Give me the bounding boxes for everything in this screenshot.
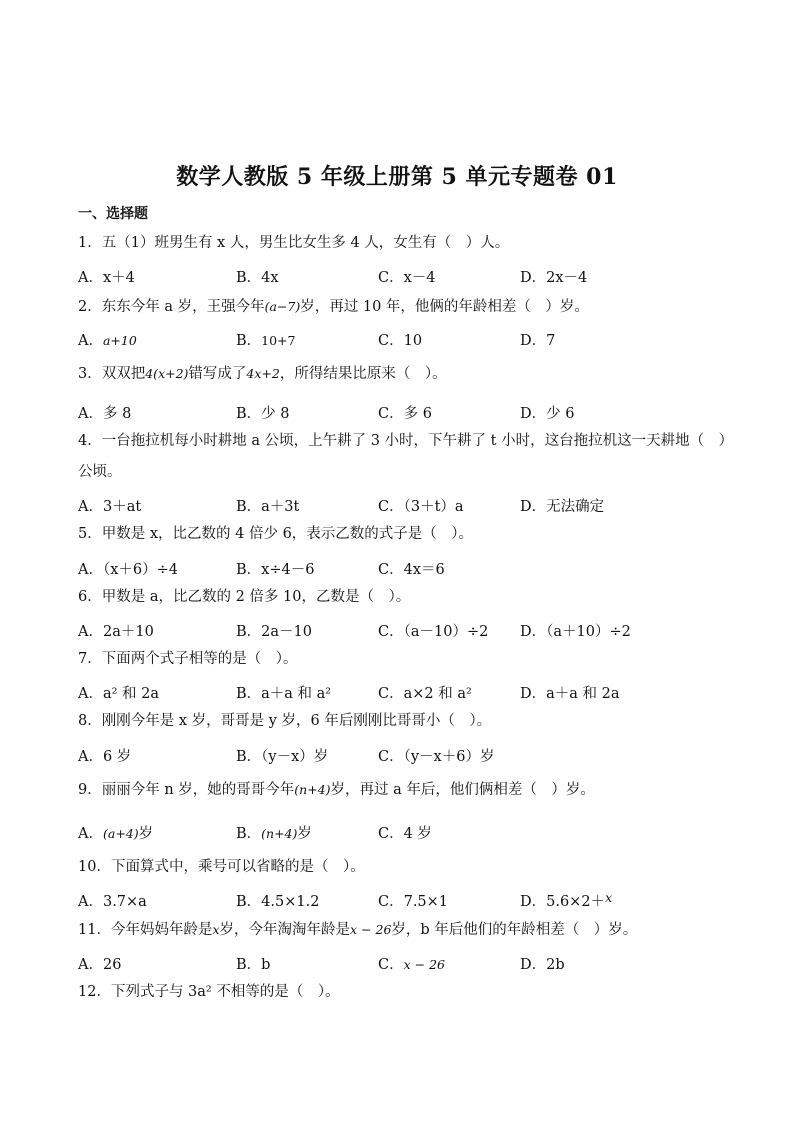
option-c[interactable]: C．多 6 — [378, 406, 432, 422]
math-expression: x — [212, 922, 220, 937]
option-b[interactable]: B．x÷4－6 — [236, 562, 315, 578]
page-title: 数学人教版 5 年级上册第 5 单元专题卷 01 — [176, 164, 618, 190]
option-d[interactable]: D．少 6 — [520, 406, 575, 422]
math-expression: 4(x+2) — [145, 366, 189, 381]
question-10: 10．下面算式中，乘号可以省略的是（ ）。 — [78, 859, 365, 875]
option-b[interactable]: B．a＋a 和 a² — [236, 686, 332, 702]
options-9 — [78, 822, 728, 844]
option-b[interactable]: B．（y－x）岁 — [236, 749, 329, 765]
options-10 — [78, 890, 728, 912]
options-5 — [78, 558, 728, 580]
math-expression: (a−7) — [264, 299, 301, 314]
section-heading: 一、选择题 — [78, 206, 148, 222]
option-c[interactable]: C．4x＝6 — [378, 562, 445, 578]
option-d[interactable]: D．2x－4 — [520, 270, 588, 286]
option-a[interactable]: A．多 8 — [78, 406, 132, 422]
option-c[interactable]: C．a×2 和 a² — [378, 686, 472, 702]
options-7 — [78, 682, 728, 704]
option-a[interactable]: A．(a+4)岁 — [78, 826, 154, 842]
option-a[interactable]: A．26 — [78, 957, 122, 973]
question-8: 8．刚刚今年是 x 岁，哥哥是 y 岁，6 年后刚刚比哥哥小（ ）。 — [78, 713, 492, 729]
options-4 — [78, 495, 728, 517]
options-3 — [78, 402, 728, 424]
options-11 — [78, 953, 728, 975]
option-d[interactable]: D．a＋a 和 2a — [520, 686, 620, 702]
option-c[interactable]: C．（3＋t）a — [378, 499, 464, 515]
option-a[interactable]: A．a² 和 2a — [78, 686, 160, 702]
option-a[interactable]: A．x＋4 — [78, 270, 135, 286]
option-b[interactable]: B．4x — [236, 270, 279, 286]
option-a[interactable]: A．a+10 — [78, 333, 137, 349]
option-d[interactable]: D．5.6×2＋x — [520, 890, 613, 910]
option-b[interactable]: B．2a－10 — [236, 624, 312, 640]
math-expression: (n+4) — [294, 782, 331, 797]
option-a[interactable]: A．2a＋10 — [78, 624, 154, 640]
option-b[interactable]: B．a＋3t — [236, 499, 300, 515]
option-b[interactable]: B．b — [236, 957, 271, 973]
option-c[interactable]: C．（a－10）÷2 — [378, 624, 489, 640]
question-3: 3．双双把4(x+2)错写成了4x+2，所得结果比原来（ ）。 — [78, 366, 447, 382]
option-c[interactable]: C．x − 26 — [378, 957, 445, 973]
question-4: 4．一台拖拉机每小时耕地 a 公顷，上午耕了 3 小时，下午耕了 t 小时，这台拖拉机这一天耕地（ ）公顷。 — [78, 433, 726, 480]
math-expression: 4x+2 — [246, 366, 280, 381]
options-2 — [78, 329, 728, 351]
option-c[interactable]: C．7.5×1 — [378, 894, 449, 910]
question-11: 11．今年妈妈年龄是x岁，今年淘淘年龄是x − 26岁，b 年后他们的年龄相差（ ）岁。 — [78, 922, 638, 938]
question-7: 7．下面两个式子相等的是（ ）。 — [78, 651, 298, 667]
option-b[interactable]: B．10+7 — [236, 333, 296, 349]
option-d[interactable]: D．7 — [520, 333, 556, 349]
option-b[interactable]: B．(n+4)岁 — [236, 826, 312, 842]
option-c[interactable]: C．（y－x＋6）岁 — [378, 749, 495, 765]
option-a[interactable]: A．6 岁 — [78, 749, 132, 765]
question-6: 6．甲数是 a，比乙数的 2 倍多 10，乙数是（ ）。 — [78, 589, 411, 605]
option-a[interactable]: A．（x＋6）÷4 — [78, 562, 178, 578]
option-b[interactable]: B．4.5×1.2 — [236, 894, 320, 910]
question-1: 1．五（1）班男生有 x 人，男生比女生多 4 人，女生有（ ）人。 — [78, 235, 510, 251]
question-12: 12．下列式子与 3a² 不相等的是（ ）。 — [78, 984, 340, 1000]
options-8 — [78, 745, 728, 767]
question-2: 2．东东今年 a 岁，王强今年(a−7)岁，再过 10 年，他俩的年龄相差（ ）岁。 — [78, 299, 589, 315]
option-c[interactable]: C．4 岁 — [378, 826, 432, 842]
option-c[interactable]: C．x－4 — [378, 270, 436, 286]
option-d[interactable]: D．（a＋10）÷2 — [520, 624, 631, 640]
option-d[interactable]: D．2b — [520, 957, 565, 973]
option-b[interactable]: B．少 8 — [236, 406, 290, 422]
option-d[interactable]: D．无法确定 — [520, 499, 605, 515]
option-a[interactable]: A．3＋at — [78, 499, 142, 515]
option-a[interactable]: A．3.7×a — [78, 894, 147, 910]
question-5: 5．甲数是 x，比乙数的 4 倍少 6，表示乙数的式子是（ ）。 — [78, 526, 474, 542]
options-1 — [78, 266, 728, 288]
options-6 — [78, 620, 728, 642]
question-9: 9．丽丽今年 n 岁，她的哥哥今年(n+4)岁，再过 a 年后，他们俩相差（ ）岁。 — [78, 782, 595, 798]
math-expression: x − 26 — [350, 922, 392, 937]
option-c[interactable]: C．10 — [378, 333, 423, 349]
